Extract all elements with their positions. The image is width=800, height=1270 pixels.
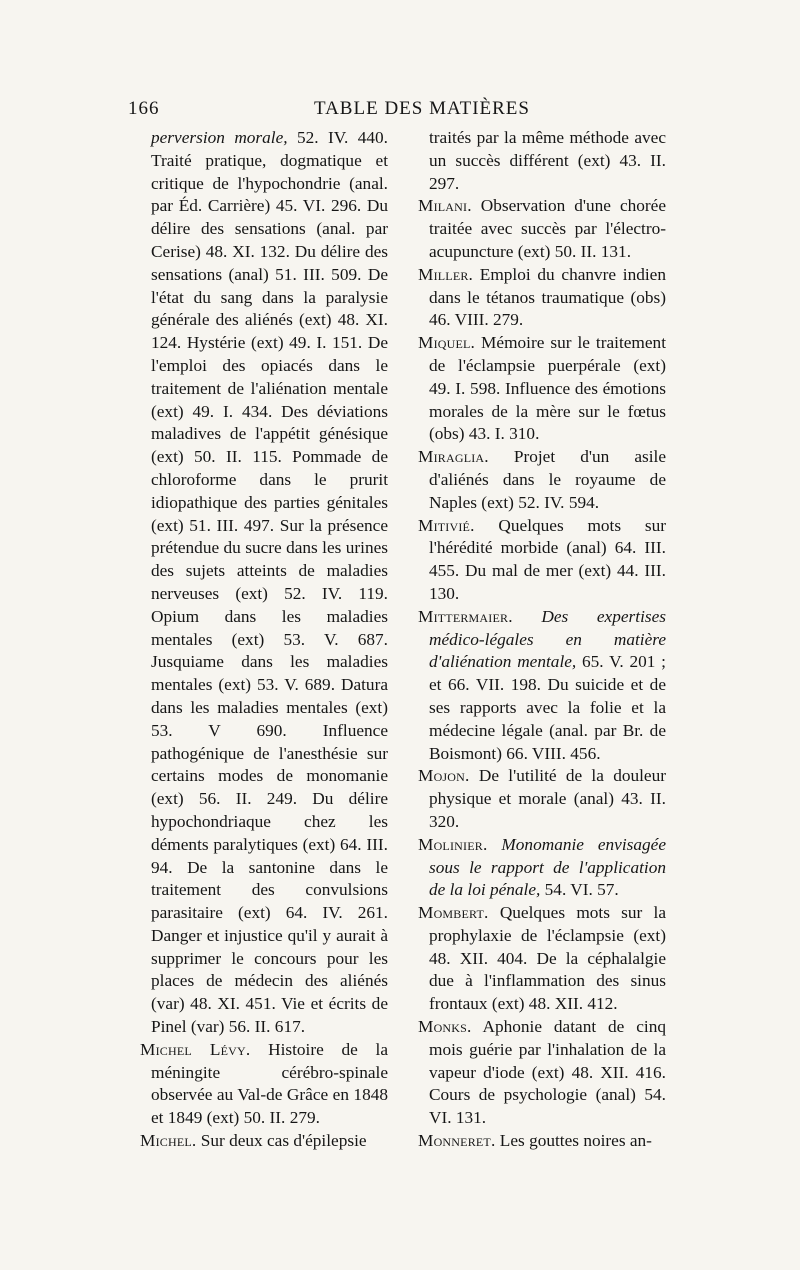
author-name: Mittermaier. <box>418 606 513 626</box>
author-name: Michel. <box>140 1131 197 1151</box>
entry-text: Histoire de la méningite cérébro-spinale observée au Val-de Grâce en 1848 et 1849 (ext) 50. II. 279. <box>151 1039 388 1128</box>
author-name: Mojon. <box>418 766 470 786</box>
entry-text: Mémoire sur le traitement de l'éclampsie puerpérale (ext) 49. I. 598. Influence des émotions morales de la mère sur le fœtus (obs) 43. I. 310. <box>429 333 666 444</box>
entry-text: traités par la même méthode avec un succès différent (ext) 43. II. 297. <box>429 128 666 193</box>
author-name: Milani. <box>418 196 472 216</box>
index-entry-mombert <box>418 902 666 1016</box>
index-entry-milani <box>418 195 666 263</box>
entry-text: Quelques mots sur la prophylaxie de l'éclampsie (ext) 48. XII. 404. De la céphalalgie due à l'inflammation des sinus frontaux (ext) 48. XII. 412. <box>429 903 666 1014</box>
index-entry-michel <box>140 1130 388 1153</box>
index-entry-molinier <box>418 834 666 902</box>
entry-text: Projet d'un asile d'aliénés dans le royaume de Naples (ext) 52. IV. 594. <box>429 447 666 512</box>
index-entry-miraglia <box>418 446 666 514</box>
entry-text: 65. V. 201 ; et 66. VII. 198. Du suicide et de ses rapports avec la folie et la médecine légale (anal. par Br. de Boismont) 66. VIII. 456. <box>429 652 666 763</box>
index-entry-continuation <box>418 127 666 195</box>
entry-text: Aphonie datant de cinq mois guérie par l'inhalation de la vapeur d'iode (ext) 48. XII. 416. Cours de psychologie (anal) 54. VI. 131. <box>429 1017 666 1128</box>
page-number: 166 <box>128 98 160 119</box>
entry-text: De l'utilité de la douleur physique et morale (anal) 43. II. 320. <box>429 766 666 831</box>
author-name: Miquel. <box>418 333 476 353</box>
index-entry-mittermaier <box>418 606 666 766</box>
author-name: Monneret. <box>418 1131 496 1151</box>
index-entry-monks <box>418 1016 666 1130</box>
index-entry-miquel <box>418 332 666 446</box>
author-name: Mitivié. <box>418 515 475 535</box>
entry-italic-title: Monomanie envisagée sous le rapport de l'application de la loi pénale, <box>429 834 666 900</box>
right-column <box>418 127 666 1153</box>
left-column <box>140 127 388 1153</box>
author-name: Miraglia. <box>418 447 489 467</box>
entry-text: Observation d'une chorée traitée avec succès par l'électro-acupuncture (ext) 50. II. 131. <box>429 196 666 261</box>
entry-text: Sur deux cas d'épilepsie <box>196 1131 367 1151</box>
index-entry-continuation <box>140 127 388 1039</box>
author-name: Mombert. <box>418 903 489 923</box>
entry-italic-title: Des expertises médico-légales en matière d'aliénation mentale, <box>429 606 666 672</box>
page-header <box>128 98 668 124</box>
running-title: TABLE DES MATIÈRES <box>314 98 530 119</box>
author-name: Miller. <box>418 264 474 284</box>
entry-text: Les gouttes noires an- <box>495 1131 652 1151</box>
author-name: Michel Lévy. <box>140 1039 251 1059</box>
entry-text: 54. VI. 57. <box>540 880 619 900</box>
index-entry-mitivie <box>418 515 666 606</box>
entry-text: Emploi du chanvre indien dans le tétanos traumatique (obs) 46. VIII. 279. <box>429 264 666 330</box>
entry-text: 52. IV. 440. Traité pratique, dogmatique et critique de l'hypochondrie (anal. par Éd. Carrière) 45. VI. 296. Du délire des sensations (anal. par Cerise) 48. XI. 132. Du délire des sensations (anal) 51. III. 509. De l'état du sang dans la paralysie générale des aliénés (ext) 48. XI. 124. Hystérie (ext) 49. I. 151. De l'emploi des opiacés dans le traitement de l'aliénation mentale (ext) 49. I. 434. Des déviations maladives de l'appétit génésique (ext) 50. II. 115. Pommade de chloroforme dans le prurit idiopathique des parties génitales (ext) 51. III. 497. Sur la présence prétendue du sucre dans les urines des sujets atteints de maladies nerveuses (ext) 52. IV. 119. Opium dans les maladies mentales (ext) 53. V. 687. Jusquiame dans les maladies mentales (ext) 53. V. 689. Datura dans les maladies mentales (ext) 53. V 690. Influence pathogénique de l'anesthésie sur certains modes de monomanie (ext) 56. II. 249. Du délire hypochondriaque chez les déments paralytiques (ext) 64. III. 94. De la santonine dans le traitement des convulsions parasitaire (ext) 64. IV. 261. Danger et injustice qu'il y aurait à supprimer le concours pour les places de médecin des aliénés (var) 48. XI. 451. Vie et écrits de Pinel (var) 56. II. 617. <box>151 128 388 1037</box>
index-entry-miller <box>418 264 666 332</box>
entry-text: Quelques mots sur l'hérédité morbide (anal) 64. III. 455. Du mal de mer (ext) 44. III. 130. <box>429 515 666 603</box>
index-entry-michel-levy <box>140 1039 388 1130</box>
author-name: Monks. <box>418 1017 472 1037</box>
entry-italic-title: perversion morale, <box>151 128 288 147</box>
author-name: Molinier. <box>418 834 488 854</box>
index-entry-mojon <box>418 765 666 833</box>
index-entry-monneret <box>418 1130 666 1153</box>
